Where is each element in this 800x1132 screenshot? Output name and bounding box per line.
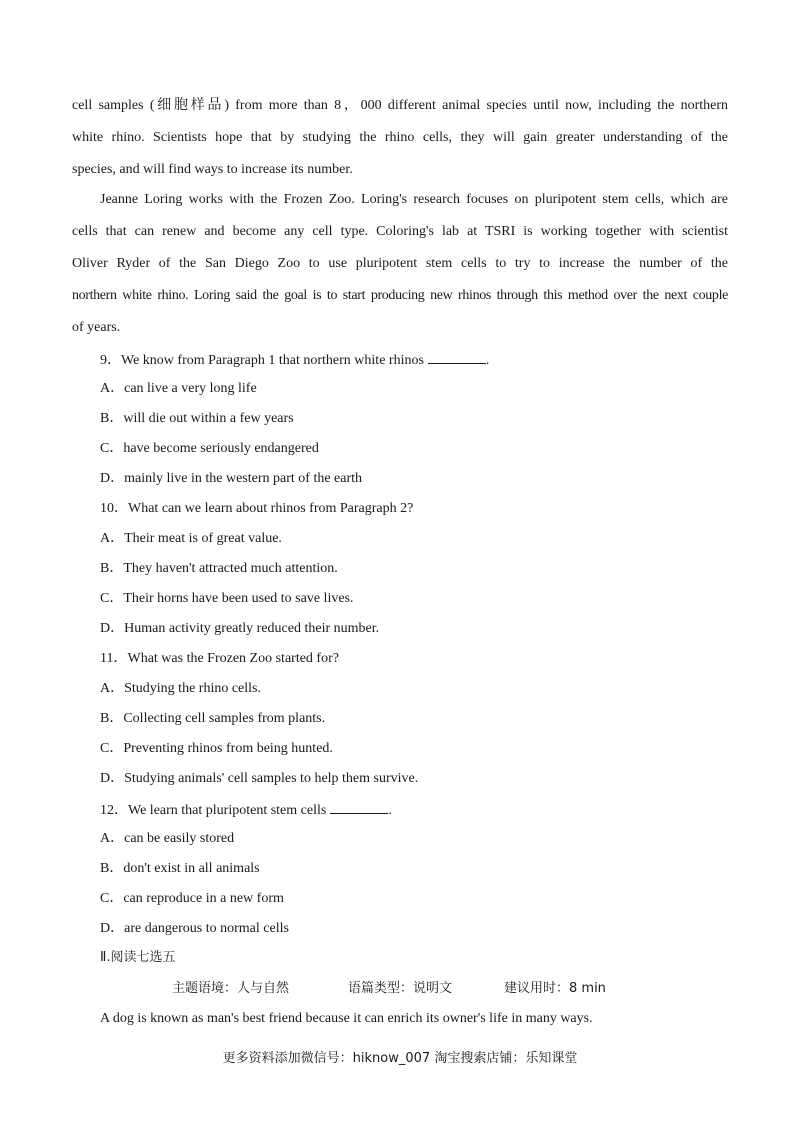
- option-a: A．can be easily stored: [100, 831, 235, 846]
- question-12: [100, 799, 392, 821]
- section-heading: Ⅱ.阅读七选五: [100, 950, 176, 965]
- option-b: B．will die out within a few years: [100, 411, 294, 426]
- question-end: .: [388, 803, 392, 818]
- option-c: C．Their horns have been used to save lives.: [100, 591, 354, 606]
- option-d: D．Studying animals' cell samples to help them survive.: [100, 771, 419, 786]
- question-stem: 10．What can we learn about rhinos from Paragraph 2?: [100, 501, 414, 516]
- option-c: C．have become seriously endangered: [100, 441, 319, 456]
- passage-paragraph-2: [72, 184, 728, 344]
- passage-line: cell samples (细胞样品) from more than 8，000 different animal species until now, including the northern: [72, 98, 728, 113]
- option-a: A．Their meat is of great value.: [100, 531, 282, 546]
- answer-blank: [428, 349, 486, 364]
- theme-context: 主题语境：人与自然: [172, 981, 290, 996]
- question-11: [100, 649, 339, 669]
- question-end: .: [485, 353, 490, 368]
- passage-paragraph-1: [72, 90, 728, 186]
- page-footer: 更多资料添加微信号：hiknow_007 淘宝搜索店铺：乐知课堂: [222, 1051, 578, 1066]
- passage-line: of years.: [72, 320, 121, 335]
- question-stem: 9．We know from Paragraph 1 that northern white rhinos: [100, 353, 424, 368]
- option-a: A．Studying the rhino cells.: [100, 681, 261, 696]
- passage-line: northern white rhino. Loring said the goal is to start producing new rhinos through this method over the next couple: [72, 288, 728, 303]
- suggested-time: 建议用时：8 min: [504, 981, 606, 996]
- passage-line: cells that can renew and become any cell type. Coloring's lab at TSRI is working together with scientist: [72, 224, 728, 239]
- section-first-line: A dog is known as man's best friend because it can enrich its owner's life in many ways.: [100, 1011, 593, 1026]
- option-c: C．can reproduce in a new form: [100, 891, 284, 906]
- question-9: [100, 349, 489, 371]
- passage-line: Jeanne Loring works with the Frozen Zoo. Loring's research focuses on pluripotent stem cells, which are: [100, 192, 728, 207]
- text-genre: 语篇类型：说明文: [348, 981, 453, 996]
- option-b: B．They haven't attracted much attention.: [100, 561, 338, 576]
- option-d: D．are dangerous to normal cells: [100, 921, 289, 936]
- option-a: A．can live a very long life: [100, 381, 257, 396]
- passage-line: species, and will find ways to increase its number.: [72, 162, 353, 177]
- option-b: B．don't exist in all animals: [100, 861, 260, 876]
- answer-blank: [330, 799, 388, 814]
- question-stem: 11．What was the Frozen Zoo started for?: [100, 651, 339, 666]
- passage-line: Oliver Ryder of the San Diego Zoo to use pluripotent stem cells to try to increase the number of the: [72, 256, 728, 271]
- option-d: D．mainly live in the western part of the earth: [100, 471, 363, 486]
- question-10: [100, 499, 413, 519]
- option-c: C．Preventing rhinos from being hunted.: [100, 741, 333, 756]
- option-b: B．Collecting cell samples from plants.: [100, 711, 326, 726]
- question-stem: 12．We learn that pluripotent stem cells: [100, 803, 327, 818]
- option-d: D．Human activity greatly reduced their number.: [100, 621, 380, 636]
- passage-line: white rhino. Scientists hope that by studying the rhino cells, they will gain greater understanding of the: [72, 130, 728, 145]
